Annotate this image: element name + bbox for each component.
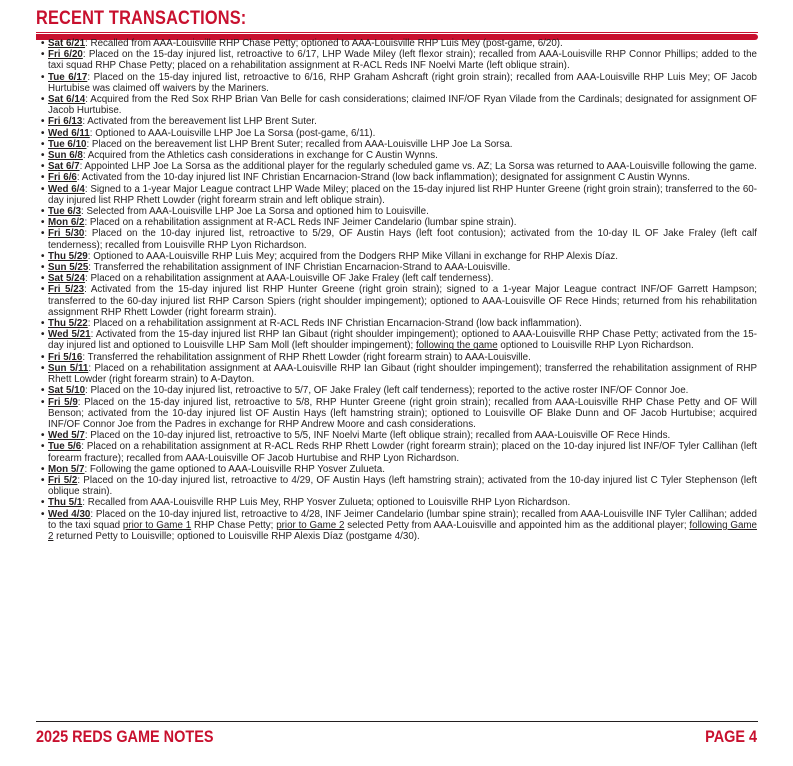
transaction-text: : Placed on a rehabilitation assignment at R-ACL Reds RHP Rhett Lowder (right forearm strain); placed on the 10-day injured list INF/OF Tyler Callihan (left forearm fracture); recalled from AAA-Louisville OF Jacob Hurtubise and RHP Lyon Richardson. <box>48 441 757 464</box>
transaction-text: : Placed on the 15-day injured list, retroactive to 6/17, LHP Wade Miley (left flexor strain); recalled from AAA-Louisville RHP Connor Phillips; added to the taxi squad RHP Chase Petty; placed on a rehabilitation assignment at R-ACL Reds INF Noelvi Marte (left oblique strain). <box>48 49 757 72</box>
transaction-text: selected Petty from AAA-Louisville and appointed him as the additional player; <box>344 519 690 531</box>
transaction-date: Fri 5/2 <box>48 474 78 486</box>
transaction-date: Fri 6/20 <box>48 49 83 61</box>
transaction-date: Thu 5/22 <box>48 318 88 330</box>
transaction-timing-note: following the game <box>415 340 498 352</box>
transaction-date: Wed 5/7 <box>48 430 85 442</box>
transaction-text: : Placed on the 10-day injured list, retroactive to 5/7, OF Jake Fraley (left calf tenderness); reported to the active roster INF/OF Connor Joe. <box>85 385 689 397</box>
transaction-item <box>41 228 757 250</box>
transaction-text: : Signed to a 1-year Major League contract LHP Wade Miley; placed on the 15-day injured list RHP Hunter Greene (right groin strain); transferred to the 60-day injured list RHP Rhett Lowder (right forearm strain and left oblique strain). <box>48 183 758 206</box>
transaction-date: Fri 5/30 <box>48 228 85 240</box>
transaction-item <box>41 430 757 441</box>
transaction-date: Thu 5/1 <box>48 497 83 509</box>
transaction-text: : Selected from AAA-Louisville LHP Joe La Sorsa and optioned him to Louisville. <box>81 206 429 218</box>
transaction-item <box>41 329 757 351</box>
transactions-list <box>41 38 757 542</box>
transaction-item <box>41 385 757 396</box>
transaction-date: Wed 5/21 <box>48 329 91 341</box>
transaction-text: : Placed on the 10-day injured list, retroactive to 4/29, OF Austin Hays (left hamstring strain); activated from the 10-day injured list C Tyler Stephenson (left oblique strain). <box>48 474 757 498</box>
transaction-date: Wed 4/30 <box>48 508 91 520</box>
transaction-text: : Appointed LHP Joe La Sorsa as the additional player for the regularly scheduled game vs. AZ; La Sorsa was returned to AAA-Louisville following the game. <box>79 161 757 173</box>
transaction-date: Sun 6/8 <box>48 150 83 162</box>
footer-publication: 2025 REDS GAME NOTES <box>36 727 214 746</box>
transaction-text: : Acquired from the Red Sox RHP Brian Van Belle for cash considerations; claimed INF/OF Ryan Vilade from the Cardinals; designated for assignment OF Jacob Hurtubise. <box>48 94 757 117</box>
transaction-text: : Transferred the rehabilitation assignment of INF Christian Encarnacion-Strand to AAA-Louisville. <box>88 262 511 274</box>
transaction-text: : Placed on a rehabilitation assignment at AAA-Louisville RHP Ian Gibaut (right shoulder impingement); transferred the rehabilitation assignment of RHP Rhett Lowder (right forearm strain) to A-Dayton. <box>48 362 757 386</box>
transaction-date: Sat 5/10 <box>48 385 86 397</box>
transaction-text: RHP Chase Petty; <box>191 519 277 531</box>
transaction-date: Tue 6/17 <box>48 71 88 83</box>
transaction-item <box>41 273 757 284</box>
transaction-date: Fri 5/16 <box>48 351 83 363</box>
transaction-item <box>41 464 757 475</box>
transaction-text: : Activated from the 10-day injured list INF Christian Encarnacion-Strand (low back inflammation); designated for assignment C Austin Wynns. <box>76 172 690 184</box>
transaction-item <box>41 397 757 431</box>
transaction-text: returned Petty to Louisville; optioned to Louisville RHP Alexis Díaz (postgame 4/30). <box>53 530 420 542</box>
transaction-item <box>41 284 757 318</box>
transaction-item <box>41 352 757 363</box>
transaction-text: : Acquired from the Athletics cash considerations in exchange for C Austin Wynns. <box>82 150 438 162</box>
header-rule <box>36 32 758 33</box>
transaction-text: : Placed on a rehabilitation assignment at AAA-Louisville OF Jake Fraley (left calf tenderness). <box>85 273 494 285</box>
page-header <box>36 8 758 30</box>
section-title: RECENT TRANSACTIONS: <box>36 8 247 29</box>
transaction-date: Sat 6/7 <box>48 161 80 173</box>
transaction-date: Tue 6/10 <box>48 138 87 150</box>
footer-rule <box>36 721 758 722</box>
transaction-item <box>41 72 757 94</box>
footer-page-number: PAGE 4 <box>705 727 757 746</box>
transaction-date: Sat 6/21 <box>48 38 86 49</box>
transaction-item <box>41 184 757 206</box>
transaction-date: Fri 6/6 <box>48 172 77 184</box>
transaction-text: optioned to Louisville RHP Lyon Richardson. <box>497 340 694 352</box>
transaction-item <box>41 262 757 273</box>
transaction-text: : Placed on the 15-day injured list, retroactive to 6/16, RHP Graham Ashcraft (right groin strain); recalled from AAA-Louisville RHP Luis Mey; OF Jacob Hurtubise was claimed off waivers by the Mariners. <box>48 71 758 94</box>
transaction-item <box>41 49 757 71</box>
transaction-item <box>41 139 757 150</box>
transaction-item <box>41 150 757 161</box>
transaction-item <box>41 116 757 127</box>
transaction-item <box>41 172 757 183</box>
transaction-date: Tue 6/3 <box>48 206 82 218</box>
transaction-text: : Activated from the 15-day injured list RHP Ian Gibaut (right shoulder impingement); optioned to AAA-Louisville RHP Chase Petty; activated from the 15-day injured list and optioned to Louisville LHP Sam Moll (left shoulder impingement); <box>48 329 758 352</box>
transaction-item <box>41 251 757 262</box>
transaction-text: : Recalled from AAA-Louisville RHP Luis Mey, RHP Yosver Zulueta; optioned to Louisville RHP Lyon Richardson. <box>82 497 571 509</box>
transaction-item <box>41 206 757 217</box>
transaction-item <box>41 161 757 172</box>
transaction-item <box>41 128 757 139</box>
transaction-date: Wed 6/11 <box>48 127 90 139</box>
transaction-date: Sun 5/25 <box>48 262 89 274</box>
transaction-text: : Following the game optioned to AAA-Louisville RHP Yosver Zulueta. <box>84 463 385 475</box>
transaction-text: : Activated from the 15-day injured list RHP Hunter Greene (right groin strain); signed to a 1-year Major League contract INF/OF Garrett Hampson; transferred to the 60-day injured list RHP Carson Spiers (right shoulder impingement); optioned to AAA-Louisville OF Rece Hinds; returned from his rehabilitation assignment RHP Rhett Lowder (right forearm strain). <box>48 284 757 318</box>
transaction-date: Fri 6/13 <box>48 116 83 128</box>
transaction-text: : Activated from the bereavement list LHP Brent Suter. <box>82 116 317 128</box>
transaction-text: : Placed on the 15-day injured list, retroactive to 5/8, RHP Hunter Greene (right groin strain); recalled from AAA-Louisville RHP Chase Petty and OF Will Benson; activated from the 10-day injured list OF Austin Hays (left hamstring strain); optioned to Louisville OF Blake Dunn and OF Jacob Hurtubise; acquired INF/OF Connor Joe from the Padres in exchange for RHP Andrew Moore and cash considerations. <box>48 396 757 430</box>
transaction-date: Sun 5/11 <box>48 362 89 374</box>
transaction-timing-note: following Game 2 <box>48 519 758 542</box>
transaction-date: Tue 5/6 <box>48 441 82 453</box>
transaction-item <box>41 217 757 228</box>
transaction-text: : Recalled from AAA-Louisville RHP Chase Petty; optioned to AAA-Louisville RHP Luis Mey (post-game, 6/20). <box>85 38 563 49</box>
transaction-text: : Placed on the 10-day injured list, retroactive to 5/29, OF Austin Hays (left foot contusion); activated from the 10-day IL OF Jake Fraley (left calf tenderness); recalled from Louisville RHP Lyon Richardson. <box>48 228 757 251</box>
transaction-item <box>41 94 757 116</box>
transaction-text: : Placed on the 10-day injured list, retroactive to 5/5, INF Noelvi Marte (left oblique strain); recalled from AAA-Louisville OF Rece Hinds. <box>84 430 671 442</box>
transaction-item <box>41 441 757 463</box>
transaction-text: : Placed on a rehabilitation assignment at R-ACL Reds INF Christian Encarnacion-Strand (low back inflammation). <box>87 318 582 330</box>
transaction-date: Fri 5/23 <box>48 284 85 296</box>
transaction-date: Mon 6/2 <box>48 217 85 229</box>
transaction-timing-note: prior to Game 2 <box>276 519 345 531</box>
transaction-text: : Transferred the rehabilitation assignment of RHP Rhett Lowder (right forearm strain) to AAA-Louisville. <box>82 351 531 363</box>
transaction-timing-note: prior to Game 1 <box>122 519 192 531</box>
transaction-text: : Optioned to AAA-Louisville RHP Luis Mey; acquired from the Dodgers RHP Mike Villani in exchange for RHP Alexis Díaz. <box>87 250 618 262</box>
transaction-item <box>41 475 757 497</box>
transaction-text: : Optioned to AAA-Louisville LHP Joe La Sorsa (post-game, 6/11). <box>89 127 376 139</box>
transaction-date: Thu 5/29 <box>48 250 88 262</box>
transaction-text: : Placed on a rehabilitation assignment at R-ACL Reds INF Jeimer Candelario (lumbar spine strain). <box>84 217 517 229</box>
transaction-item <box>41 38 757 49</box>
transaction-text: : Placed on the bereavement list LHP Brent Suter; recalled from AAA-Louisville LHP Joe La Sorsa. <box>86 138 513 150</box>
transaction-item <box>41 509 757 543</box>
transaction-date: Fri 5/9 <box>48 396 78 408</box>
transaction-item <box>41 318 757 329</box>
transaction-date: Wed 6/4 <box>48 183 85 195</box>
transaction-item <box>41 363 757 385</box>
transaction-date: Sat 6/14 <box>48 94 86 106</box>
transaction-date: Mon 5/7 <box>48 463 85 475</box>
transaction-text: : Placed on the 10-day injured list, retroactive to 4/28, INF Jeimer Candelario (lumbar spine strain); recalled from AAA-Louisville INF Tyler Callihan; added to the taxi squad <box>48 508 757 531</box>
transaction-date: Sat 5/24 <box>48 273 86 285</box>
transaction-item <box>41 497 757 508</box>
